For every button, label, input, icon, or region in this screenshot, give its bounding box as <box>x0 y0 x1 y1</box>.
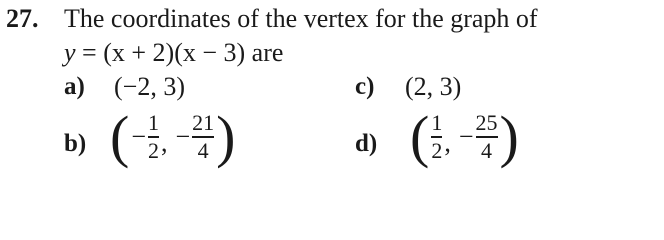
fraction-x <box>431 112 442 162</box>
question-equation <box>64 38 283 68</box>
numerator: 1 <box>148 110 159 136</box>
comma: , <box>444 128 451 157</box>
minus-sign: − <box>131 122 146 151</box>
choice-b-expression <box>110 104 236 169</box>
choice-b-label: b) <box>64 130 87 157</box>
numerator: 21 <box>192 110 215 136</box>
denominator: 2 <box>431 137 443 163</box>
choice-c[interactable] <box>355 73 374 101</box>
numerator: 1 <box>431 110 443 136</box>
question-text: The coordinates of the vertex for the graph of <box>64 4 538 33</box>
minus-sign: − <box>175 122 191 151</box>
left-paren: ( <box>410 104 430 169</box>
question-number: 27. <box>6 4 39 33</box>
equation-expression: = (x + 2)(x − 3) are <box>82 38 284 67</box>
choice-a[interactable] <box>64 73 85 101</box>
choice-d-label: d) <box>355 130 378 157</box>
choice-a-label: a) <box>64 73 85 100</box>
choice-d[interactable] <box>355 130 377 158</box>
fraction-x <box>148 112 159 162</box>
choice-d-expression <box>410 104 519 169</box>
denominator: 2 <box>148 137 159 163</box>
denominator: 4 <box>197 137 209 163</box>
fraction-y <box>192 112 214 162</box>
choice-b[interactable] <box>64 130 86 158</box>
choice-c-text: (2, 3) <box>405 72 462 101</box>
denominator: 4 <box>481 137 492 163</box>
right-paren: ) <box>216 104 236 169</box>
comma: , <box>161 128 168 157</box>
numerator: 25 <box>475 110 498 136</box>
left-paren: ( <box>110 104 130 169</box>
fraction-y <box>476 112 498 162</box>
right-paren: ) <box>499 104 519 169</box>
equation-variable: y <box>64 38 76 67</box>
minus-sign: − <box>458 122 474 151</box>
choice-a-text: (−2, 3) <box>114 72 185 101</box>
choice-c-label: c) <box>355 73 375 100</box>
